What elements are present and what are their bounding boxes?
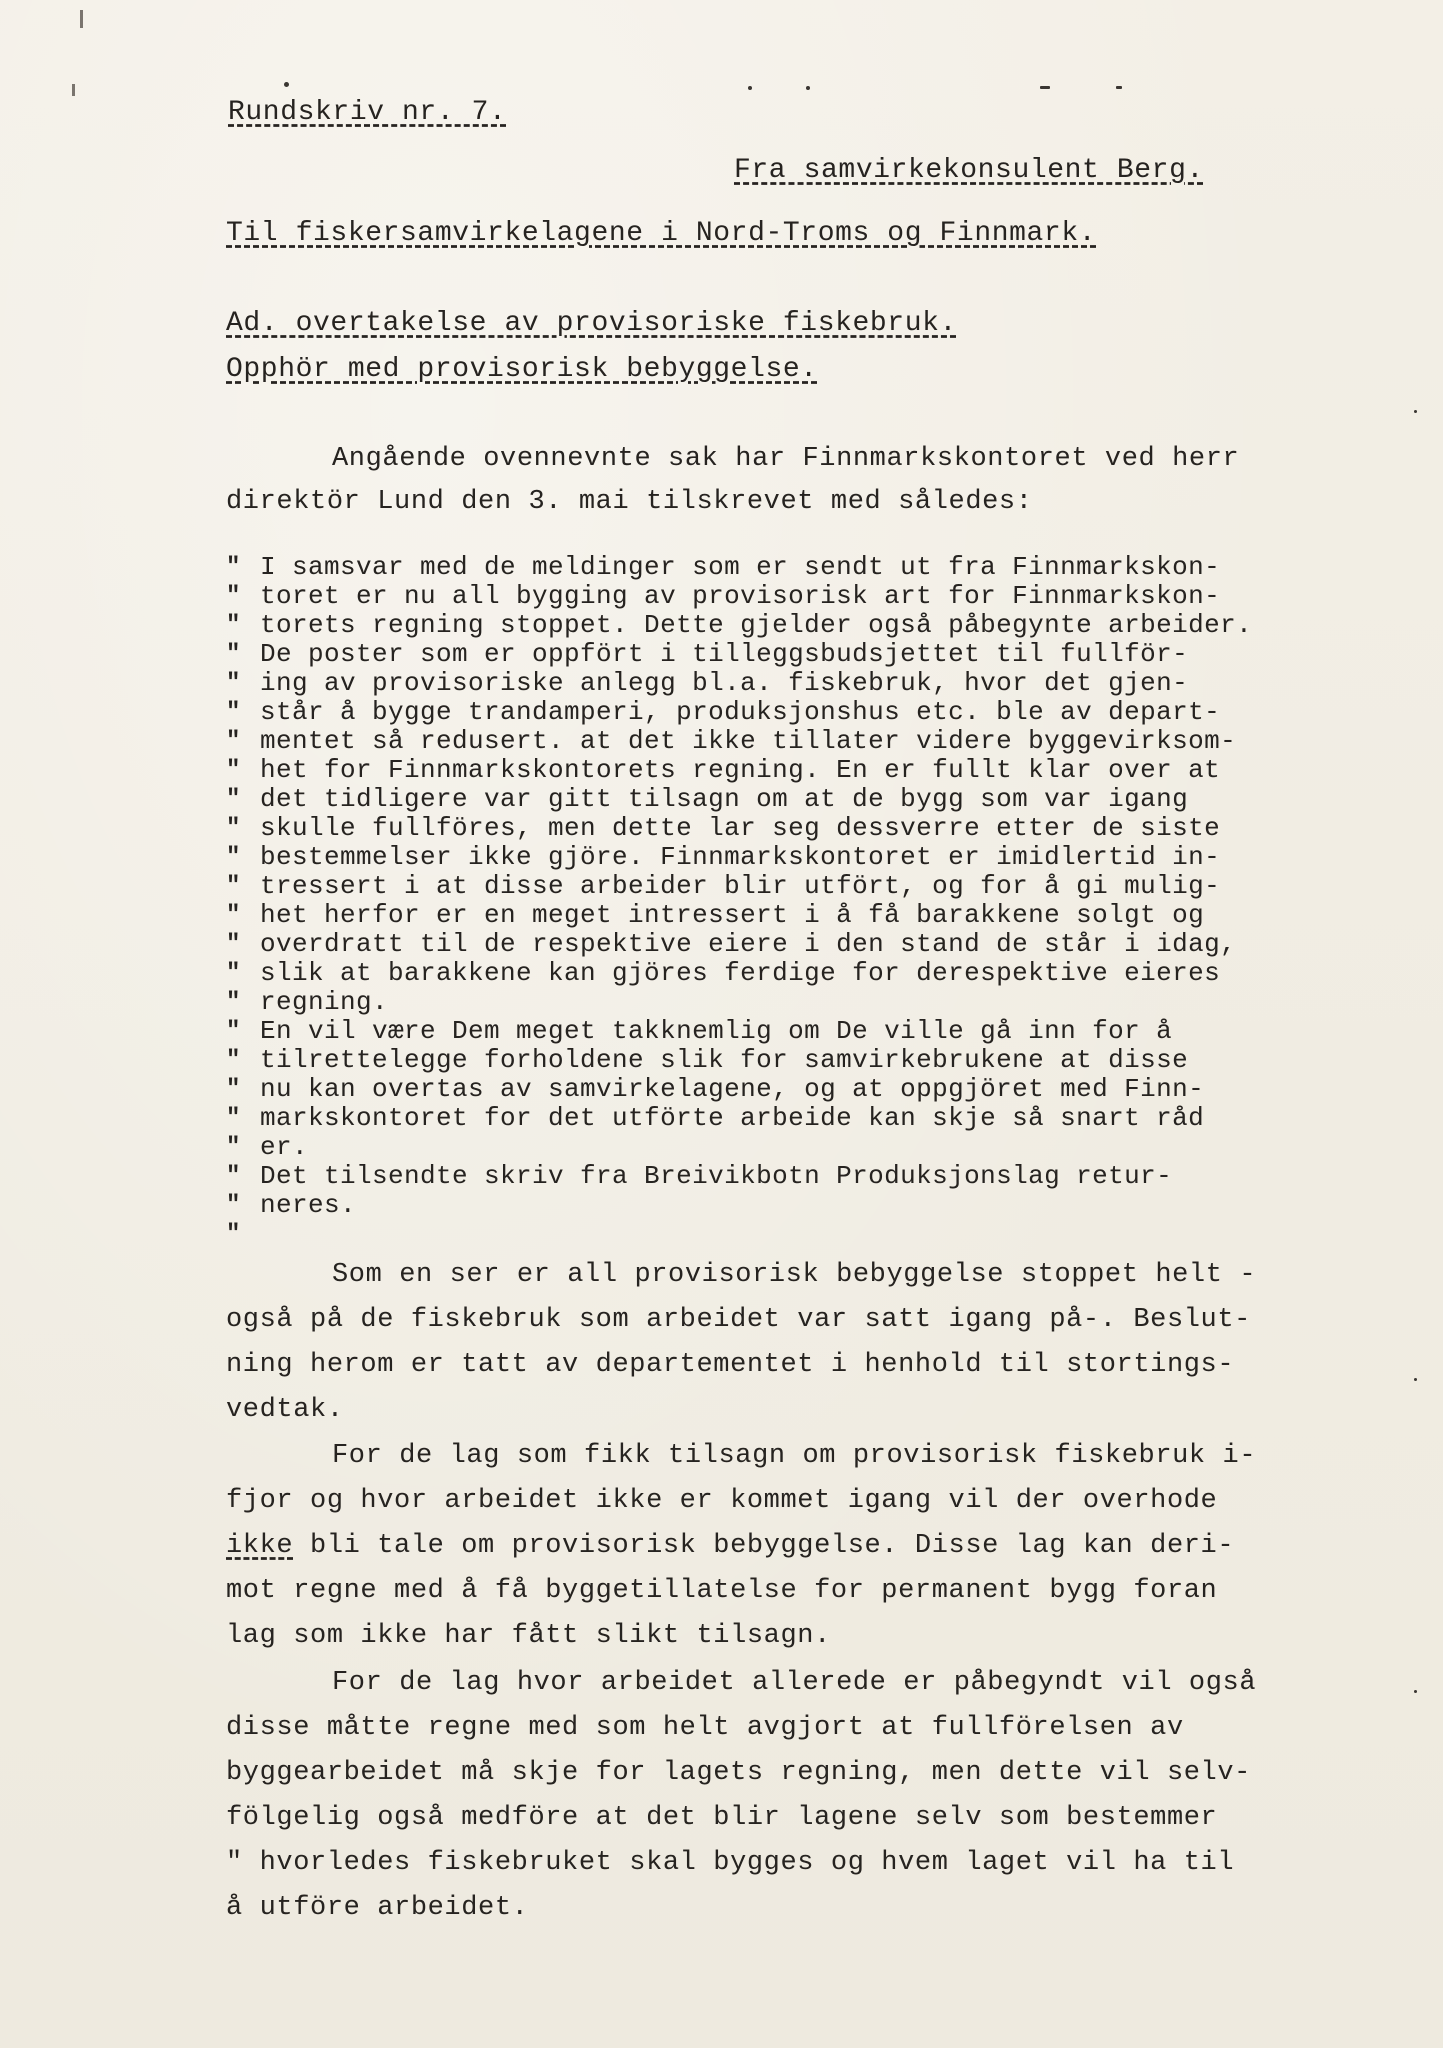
speck	[1414, 1690, 1417, 1693]
quote-mark: "	[226, 670, 241, 697]
quote-line: står å bygge trandamperi, produksjonshus etc. ble av depart-	[260, 697, 1221, 727]
quote-mark: "	[226, 1018, 241, 1045]
paragraph-3-line: lag som ikke har fått slikt tilsagn.	[226, 1621, 831, 1651]
recipient-line: Til fiskersamvirkelagene i Nord-Troms og Finnmark.	[226, 218, 1097, 249]
quote-mark: "	[226, 641, 241, 668]
subject-line-1: Ad. overtakelse av provisoriske fiskebruk.	[226, 308, 957, 339]
quote-line: overdratt til de respektive eiere i den stand de står i idag,	[260, 929, 1237, 959]
quote-mark: "	[226, 1047, 241, 1074]
quote-line: mentet så redusert. at det ikke tillater videre byggevirksom-	[260, 726, 1237, 756]
speck	[1040, 86, 1050, 89]
paragraph-4-line: " hvorledes fiskebruket skal bygges og hvem laget vil ha til	[226, 1848, 1235, 1878]
quote-line: tressert i at disse arbeider blir utfört, og for å gi mulig-	[260, 871, 1221, 901]
quote-mark: "	[226, 1134, 241, 1161]
intro-line-1: Angående ovennevnte sak har Finnmarkskontoret ved herr	[332, 444, 1240, 474]
quote-mark: "	[226, 612, 241, 639]
paragraph-4-line: disse måtte regne med som helt avgjort at fullförelsen av	[226, 1713, 1184, 1743]
paragraph-3-line: For de lag som fikk tilsagn om provisorisk fiskebruk i-	[332, 1441, 1257, 1471]
quote-mark: "	[226, 554, 241, 581]
quote-mark: "	[226, 1163, 241, 1190]
paragraph-3-line: fjor og hvor arbeidet ikke er kommet igang vil der overhode	[226, 1486, 1218, 1516]
subject-line-2: Opphör med provisorisk bebyggelse.	[226, 354, 818, 385]
quote-mark: "	[226, 931, 241, 958]
speck	[1414, 410, 1417, 413]
paragraph-4-line: byggearbeidet må skje for lagets regning, men dette vil selv-	[226, 1758, 1251, 1788]
quote-line: het herfor er en meget intressert i å få barakkene solgt og	[260, 900, 1205, 930]
quote-mark: "	[226, 902, 241, 929]
quote-line: er.	[260, 1132, 309, 1162]
quote-line: nu kan overtas av samvirkelagene, og at oppgjöret med Finn-	[260, 1074, 1205, 1104]
quote-line: regning.	[260, 987, 389, 1017]
quote-line: skulle fullföres, men dette lar seg dessverre etter de siste	[260, 813, 1221, 843]
quote-line: det tidligere var gitt tilsagn om at de bygg som var igang	[260, 784, 1189, 814]
paragraph-4-line: fölgelig også medföre at det blir lagene selv som bestemmer	[226, 1803, 1218, 1833]
quote-mark: "	[226, 873, 241, 900]
margin-mark	[80, 10, 83, 28]
quote-line: tilrettelegge forholdene slik for samvirkebrukene at disse	[260, 1045, 1189, 1075]
quote-line: En vil være Dem meget takknemlig om De ville gå inn for å	[260, 1016, 1173, 1046]
quote-mark: "	[226, 844, 241, 871]
quote-line: ing av provisoriske anlegg bl.a. fiskebruk, hvor det gjen-	[260, 668, 1189, 698]
paragraph-2-line: ning herom er tatt av departementet i henhold til stortings-	[226, 1350, 1235, 1380]
quote-mark: "	[226, 1192, 241, 1219]
quote-mark: "	[226, 815, 241, 842]
speck	[284, 82, 289, 87]
paragraph-4-line: å utföre arbeidet.	[226, 1893, 529, 1923]
paragraph-3-line: mot regne med å få byggetillatelse for permanent bygg foran	[226, 1576, 1218, 1606]
quote-mark: "	[226, 757, 241, 784]
underlined-word: ikke	[226, 1531, 294, 1561]
intro-line-2: direktör Lund den 3. mai tilskrevet med således:	[226, 487, 1033, 517]
margin-mark	[72, 84, 75, 96]
quote-line: I samsvar med de meldinger som er sendt ut fra Finnmarkskon-	[260, 552, 1221, 582]
paragraph-2-line: også på de fiskebruk som arbeidet var satt igang på-. Beslut-	[226, 1305, 1251, 1335]
quote-mark: "	[226, 1076, 241, 1103]
quote-mark: "	[226, 960, 241, 987]
quote-line: het for Finnmarkskontorets regning. En er fullt klar over at	[260, 755, 1221, 785]
speck	[1116, 86, 1122, 89]
quote-mark: "	[226, 989, 241, 1016]
speck	[806, 86, 810, 90]
paragraph-3-line-rest: bli tale om provisorisk bebyggelse. Disse lag kan deri-	[293, 1531, 1235, 1561]
quote-mark: "	[226, 1105, 241, 1132]
quote-mark: "	[226, 583, 241, 610]
quote-line: bestemmelser ikke gjöre. Finnmarkskontoret er imidlertid in-	[260, 842, 1221, 872]
quote-line: Det tilsendte skriv fra Breivikbotn Produksjonslag retur-	[260, 1161, 1173, 1191]
circular-number: Rundskriv nr. 7.	[228, 97, 507, 128]
paragraph-3-line	[226, 1531, 1234, 1561]
quote-line: neres.	[260, 1190, 357, 1220]
sender-line: Fra samvirkekonsulent Berg.	[734, 155, 1204, 186]
quote-line: slik at barakkene kan gjöres ferdige for derespektive eieres	[260, 958, 1221, 988]
speck	[748, 86, 752, 90]
paragraph-2-line: Som en ser er all provisorisk bebyggelse stoppet helt -	[332, 1260, 1257, 1290]
quote-mark: "	[226, 1221, 241, 1248]
paragraph-4-line: For de lag hvor arbeidet allerede er påbegyndt vil også	[332, 1668, 1257, 1698]
quote-mark: "	[226, 699, 241, 726]
paragraph-2-line: vedtak.	[226, 1395, 344, 1425]
quote-line: toret er nu all bygging av provisorisk art for Finnmarkskon-	[260, 581, 1221, 611]
quote-mark: "	[226, 786, 241, 813]
quote-mark: "	[226, 728, 241, 755]
quote-line: torets regning stoppet. Dette gjelder også påbegynte arbeider.	[260, 610, 1253, 640]
speck	[1414, 1378, 1417, 1381]
quote-line: markskontoret for det utförte arbeide kan skje så snart råd	[260, 1103, 1205, 1133]
quote-line: De poster som er oppfört i tilleggsbudsjettet til fullför-	[260, 639, 1189, 669]
